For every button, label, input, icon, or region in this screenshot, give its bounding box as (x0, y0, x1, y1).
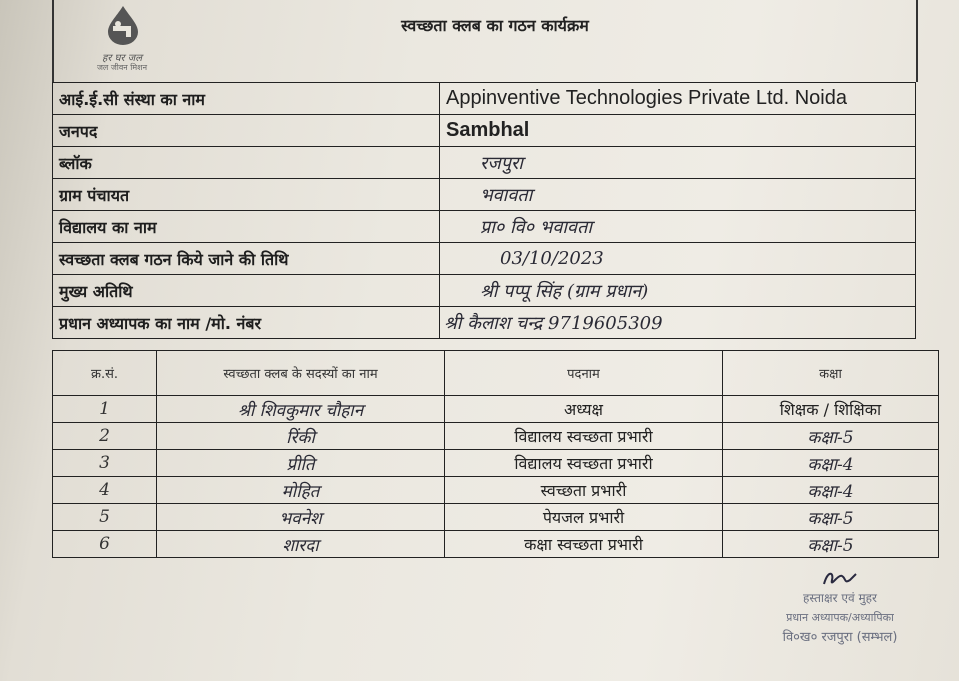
member-name: श्री शिवकुमार चौहान (157, 396, 445, 423)
member-post: स्वच्छता प्रभारी (445, 477, 723, 504)
member-name: शारदा (157, 531, 445, 558)
member-class: कक्षा-4 (723, 450, 939, 477)
detail-row (53, 147, 916, 179)
detail-row (53, 243, 916, 275)
member-sn: 4 (53, 477, 157, 504)
stamp-designation: प्रधान अध्यापक/अध्यापिका (786, 611, 894, 624)
column-header-class: कक्षा (723, 351, 939, 396)
details-table (52, 82, 916, 339)
member-class: शिक्षक / शिक्षिका (723, 396, 939, 423)
detail-label: मुख्य अतिथि (53, 275, 440, 307)
detail-row (53, 211, 916, 243)
member-class: कक्षा-5 (723, 504, 939, 531)
member-sn: 1 (53, 396, 157, 423)
member-sn: 5 (53, 504, 157, 531)
member-name: रिंकी (157, 423, 445, 450)
stamp-signature-label: हस्ताक्षर एवं मुहर (803, 591, 877, 605)
detail-value: 03/10/2023 (440, 243, 916, 275)
club-members-table (52, 350, 939, 558)
member-class: कक्षा-5 (723, 423, 939, 450)
official-stamp (740, 588, 940, 648)
detail-value: Sambhal (440, 115, 916, 147)
column-header-name: स्वच्छता क्लब के सदस्यों का नाम (157, 351, 445, 396)
table-row (53, 477, 939, 504)
member-post: पेयजल प्रभारी (445, 504, 723, 531)
table-row (53, 423, 939, 450)
detail-label: ब्लॉक (53, 147, 440, 179)
signature-scribble (820, 568, 860, 590)
column-header-post: पदनाम (445, 351, 723, 396)
detail-row (53, 115, 916, 147)
detail-value: Appinventive Technologies Private Ltd. Noida (440, 83, 916, 115)
detail-label: विद्यालय का नाम (53, 211, 440, 243)
detail-label: ग्राम पंचायत (53, 179, 440, 211)
detail-label: आई.ई.सी संस्था का नाम (53, 83, 440, 115)
page-title: स्वच्छता क्लब का गठन कार्यक्रम (401, 16, 589, 35)
document-frame (52, 0, 918, 82)
detail-value: प्रा० वि० भवावता (440, 211, 916, 243)
table-row (53, 504, 939, 531)
detail-row (53, 307, 916, 339)
member-class: कक्षा-4 (723, 477, 939, 504)
har-ghar-jal-logo (78, 4, 168, 78)
member-post: विद्यालय स्वच्छता प्रभारी (445, 423, 723, 450)
detail-row (53, 83, 916, 115)
member-post: अध्यक्ष (445, 396, 723, 423)
logo-mission-name: जल जीवन मिशन (96, 63, 148, 72)
detail-value: रजपुरा (440, 147, 916, 179)
table-row (53, 450, 939, 477)
table-row (53, 396, 939, 423)
stamp-school-address: वि०ख० रजपुरा (सम्भल) (782, 630, 898, 645)
member-class: कक्षा-5 (723, 531, 939, 558)
detail-row (53, 179, 916, 211)
water-drop-tap-icon (102, 4, 144, 46)
detail-value: भवावता (440, 179, 916, 211)
member-sn: 6 (53, 531, 157, 558)
column-header-sn: क्र.सं. (53, 351, 157, 396)
detail-label: जनपद (53, 115, 440, 147)
member-name: प्रीति (157, 450, 445, 477)
detail-value: श्री पप्पू सिंह (ग्राम प्रधान) (440, 275, 916, 307)
detail-row (53, 275, 916, 307)
member-post: कक्षा स्वच्छता प्रभारी (445, 531, 723, 558)
member-sn: 2 (53, 423, 157, 450)
table-row (53, 531, 939, 558)
member-sn: 3 (53, 450, 157, 477)
member-post: विद्यालय स्वच्छता प्रभारी (445, 450, 723, 477)
detail-label: स्वच्छता क्लब गठन किये जाने की तिथि (53, 243, 440, 275)
members-header-row (53, 351, 939, 396)
detail-label: प्रधान अध्यापक का नाम /मो. नंबर (53, 307, 440, 339)
member-name: मोहित (157, 477, 445, 504)
detail-value: श्री कैलाश चन्द्र 9719605309 (440, 307, 916, 339)
logo-tagline: हर घर जल (102, 53, 142, 64)
member-name: भवनेश (157, 504, 445, 531)
